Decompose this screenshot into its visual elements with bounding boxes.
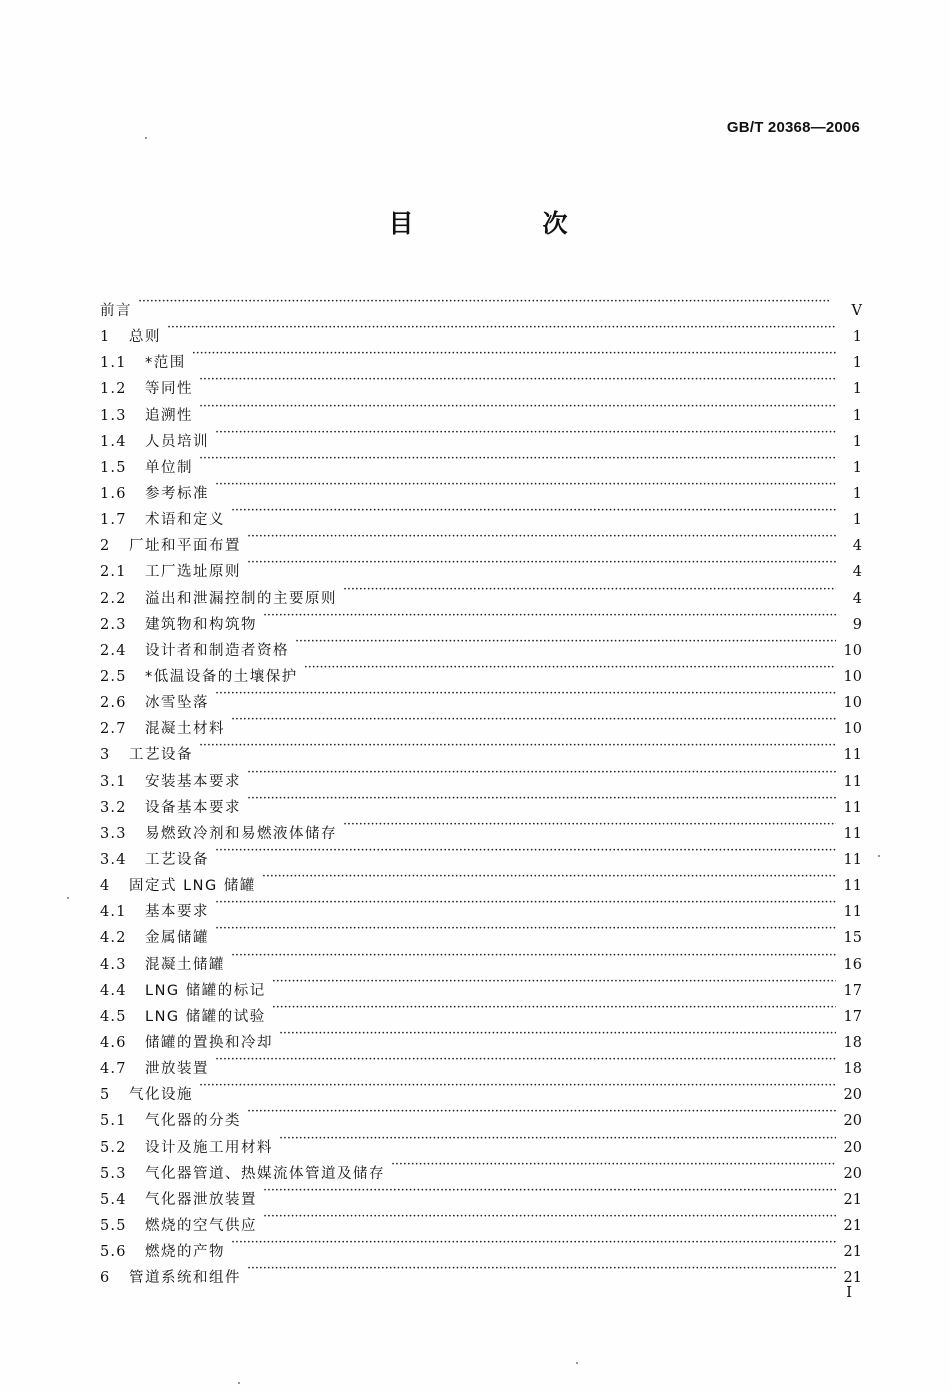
toc-leader-dots [263, 1204, 836, 1230]
toc-entry-number: 4.5 [100, 1008, 127, 1025]
toc-entry-page: 11 [843, 851, 862, 868]
toc-entry-page: 11 [843, 773, 862, 790]
toc-entry-number: 4.6 [100, 1034, 127, 1051]
toc-entry-number: 2 [100, 538, 111, 555]
toc-entry-label: 设计者和制造者资格 [145, 642, 289, 659]
toc-entry-number: 1.6 [100, 485, 127, 502]
toc-entry-label: 前言 [100, 303, 132, 319]
toc-leader-dots [231, 1230, 836, 1256]
toc-entry-number: 6 [100, 1270, 111, 1287]
toc-leader-dots [247, 1256, 836, 1282]
toc-entry[interactable] [100, 916, 862, 947]
toc-entry-page: 11 [843, 747, 862, 764]
toc-entry-page: 4 [852, 538, 862, 555]
toc-entry-page: 21 [843, 1217, 862, 1234]
toc-leader-dots [199, 394, 836, 420]
toc-leader-dots [247, 786, 836, 812]
toc-entry-page: 4 [852, 564, 862, 581]
toc-entry-number: 4.3 [100, 956, 127, 973]
toc-entry-page: 10 [843, 695, 862, 712]
toc-leader-dots [215, 472, 836, 498]
page-number: I [846, 1283, 852, 1301]
toc-leader-dots [199, 446, 836, 472]
toc-entry-page: 21 [843, 1191, 862, 1208]
toc-entry-number: 2.5 [100, 668, 127, 685]
toc-leader-dots [247, 550, 836, 576]
toc-entry-label: LNG 储罐的试验 [145, 1008, 266, 1025]
toc-entry-number: 2.4 [100, 642, 127, 659]
toc-entry-label: 工艺设备 [145, 851, 209, 868]
standard-code: GB/T 20368—2006 [726, 119, 860, 136]
toc-entry-label: 金属储罐 [145, 930, 209, 947]
toc-entry-label: 气化器的分类 [145, 1113, 241, 1130]
toc-entry-number: 1.2 [100, 381, 127, 398]
scan-speck [145, 137, 147, 139]
toc-entry-number: 4.2 [100, 930, 127, 947]
toc-leader-dots [247, 524, 836, 550]
table-of-contents [100, 289, 862, 1287]
toc-leader-dots [231, 943, 836, 969]
toc-leader-dots [247, 1099, 836, 1125]
toc-leader-dots [343, 577, 836, 603]
toc-leader-dots [215, 420, 836, 446]
toc-entry-label: 总则 [129, 329, 161, 346]
toc-entry-number: 3 [100, 747, 111, 764]
toc-entry-number: 3.3 [100, 825, 127, 842]
toc-entry-page: 15 [843, 930, 862, 947]
toc-entry-number: 2.1 [100, 564, 127, 581]
toc-entry-page: 20 [843, 1165, 862, 1182]
toc-entry[interactable] [100, 681, 862, 712]
scan-speck [238, 1382, 240, 1384]
toc-entry-number: 2.6 [100, 695, 127, 712]
toc-entry-label: 追溯性 [145, 407, 193, 424]
toc-entry-label: 单位制 [145, 459, 193, 476]
toc-leader-dots [215, 916, 836, 942]
toc-leader-dots [263, 603, 836, 629]
toc-entry-number: 5.6 [100, 1244, 127, 1261]
toc-entry-page: 21 [843, 1270, 862, 1287]
toc-entry-label: 人员培训 [145, 433, 209, 450]
toc-leader-dots [272, 995, 836, 1021]
toc-leader-dots [167, 315, 836, 341]
toc-entry-number: 2.2 [100, 590, 127, 607]
toc-entry-label: 易燃致冷剂和易燃液体储存 [145, 825, 337, 842]
toc-entry-label: 基本要求 [145, 904, 209, 921]
toc-entry-number: 5 [100, 1087, 111, 1104]
toc-entry-page: 1 [852, 407, 862, 424]
toc-entry-label: 等同性 [145, 381, 193, 398]
toc-entry-page: 18 [843, 1061, 862, 1078]
toc-entry[interactable] [100, 838, 862, 868]
toc-leader-dots [199, 733, 836, 759]
toc-entry-label: 燃烧的空气供应 [145, 1217, 257, 1234]
toc-entry[interactable] [100, 367, 862, 398]
toc-entry-page: 20 [843, 1087, 862, 1104]
toc-entry[interactable] [100, 394, 862, 424]
toc-leader-dots [138, 289, 836, 315]
toc-entry[interactable] [100, 420, 862, 450]
toc-entry-number: 1.1 [100, 355, 127, 372]
toc-entry-label: *范围 [145, 355, 186, 372]
toc-entry[interactable] [100, 315, 862, 346]
toc-entry-label: 管道系统和组件 [129, 1270, 241, 1287]
toc-entry-page: 17 [843, 1008, 862, 1025]
toc-leader-dots [247, 760, 836, 786]
toc-leader-dots [192, 341, 836, 367]
scan-speck [67, 897, 69, 899]
toc-entry-label: 固定式 LNG 储罐 [129, 878, 256, 895]
toc-entry-page: 10 [843, 642, 862, 659]
toc-entry-page: 16 [843, 956, 862, 973]
toc-entry-page: 10 [843, 721, 862, 738]
toc-entry-number: 2.7 [100, 721, 127, 738]
toc-entry-number: 3.2 [100, 799, 127, 816]
toc-entry-page: 1 [852, 329, 862, 346]
toc-entry-number: 1.3 [100, 407, 127, 424]
toc-entry[interactable] [100, 472, 862, 502]
toc-leader-dots [279, 1021, 836, 1047]
toc-leader-dots [343, 812, 836, 838]
toc-entry-label: LNG 储罐的标记 [145, 982, 266, 999]
toc-leader-dots [199, 367, 836, 393]
scan-speck [576, 1362, 578, 1364]
toc-leader-dots [304, 655, 836, 681]
toc-entry-page: 10 [843, 668, 862, 685]
toc-entry-page: 1 [852, 485, 862, 502]
toc-entry-page: 17 [843, 982, 862, 999]
toc-leader-dots [215, 1047, 836, 1073]
toc-entry-number: 4 [100, 878, 111, 895]
toc-entry-number: 4.4 [100, 982, 127, 999]
toc-entry-number: 5.1 [100, 1113, 127, 1130]
toc-entry-page: 11 [843, 799, 862, 816]
page-title: 目 次 [388, 209, 620, 238]
toc-entry-page: 11 [843, 904, 862, 921]
toc-entry-label: 工厂选址原则 [145, 564, 241, 581]
toc-entry-page: 18 [843, 1034, 862, 1051]
toc-entry-label: 冰雪坠落 [145, 695, 209, 712]
toc-entry-page: 1 [852, 459, 862, 476]
toc-entry-page: 9 [852, 616, 862, 633]
toc-entry-number: 1.5 [100, 459, 127, 476]
toc-entry-page: 11 [843, 825, 862, 842]
toc-entry-number: 3.1 [100, 773, 127, 790]
toc-entry-number: 1.4 [100, 433, 127, 450]
toc-entry-number: 5.2 [100, 1139, 127, 1156]
toc-entry-label: 溢出和泄漏控制的主要原则 [145, 590, 337, 607]
toc-entry-number: 5.5 [100, 1217, 127, 1234]
toc-entry-number: 5.4 [100, 1191, 127, 1208]
toc-entry-label: 术语和定义 [145, 512, 225, 529]
toc-entry-page: 1 [852, 355, 862, 372]
toc-entry-label: 储罐的置换和冷却 [145, 1034, 273, 1051]
toc-entry-page: 1 [852, 512, 862, 529]
toc-entry-page: 1 [852, 433, 862, 450]
toc-entry-label: 设备基本要求 [145, 799, 241, 816]
toc-entry-page: 20 [843, 1113, 862, 1130]
toc-entry-label: 气化器泄放装置 [145, 1191, 257, 1208]
toc-entry-page: 20 [843, 1139, 862, 1156]
toc-entry-number: 3.4 [100, 851, 127, 868]
toc-leader-dots [391, 1152, 836, 1178]
toc-leader-dots [295, 629, 836, 655]
toc-leader-dots [231, 707, 836, 733]
toc-leader-dots [231, 498, 836, 524]
toc-leader-dots [215, 890, 836, 916]
toc-leader-dots [272, 969, 836, 995]
toc-entry[interactable] [100, 733, 862, 764]
toc-entry-number: 4.7 [100, 1061, 127, 1078]
toc-entry-page: 1 [852, 381, 862, 398]
toc-entry-label: 建筑物和构筑物 [145, 616, 257, 633]
toc-entry-label: 混凝土储罐 [145, 956, 225, 973]
toc-entry[interactable] [100, 760, 862, 790]
toc-entry-label: 厂址和平面布置 [129, 538, 241, 555]
toc-leader-dots [262, 864, 836, 890]
toc-entry[interactable] [100, 289, 862, 319]
toc-entry-label: *低温设备的土壤保护 [145, 668, 298, 685]
toc-entry-number: 5.3 [100, 1165, 127, 1182]
toc-leader-dots [199, 1073, 836, 1099]
toc-entry-label: 参考标准 [145, 485, 209, 502]
toc-entry-number: 1 [100, 329, 111, 346]
toc-leader-dots [215, 838, 836, 864]
toc-entry-label: 混凝土材料 [145, 721, 225, 738]
toc-entry[interactable] [100, 1099, 862, 1130]
toc-entry-number: 4.1 [100, 904, 127, 921]
toc-leader-dots [279, 1126, 836, 1152]
toc-entry-label: 气化器管道、热媒流体管道及储存 [145, 1165, 385, 1182]
toc-entry[interactable] [100, 446, 862, 476]
toc-entry-number: 1.7 [100, 512, 127, 529]
toc-entry-page: V [851, 303, 862, 319]
toc-leader-dots [263, 1178, 836, 1204]
toc-entry[interactable] [100, 1047, 862, 1078]
toc-entry-label: 工艺设备 [129, 747, 193, 764]
toc-entry-label: 安装基本要求 [145, 773, 241, 790]
toc-leader-dots [215, 681, 836, 707]
toc-entry-page: 21 [843, 1244, 862, 1261]
toc-entry[interactable] [100, 890, 862, 921]
toc-entry-label: 泄放装置 [145, 1061, 209, 1078]
toc-entry-label: 设计及施工用材料 [145, 1139, 273, 1156]
toc-entry[interactable] [100, 1073, 862, 1104]
toc-entry-label: 气化设施 [129, 1087, 193, 1104]
toc-entry-number: 2.3 [100, 616, 127, 633]
toc-entry-page: 11 [843, 878, 862, 895]
toc-entry-label: 燃烧的产物 [145, 1244, 225, 1261]
toc-entry[interactable] [100, 341, 862, 372]
scan-speck [878, 855, 880, 857]
toc-entry-page: 4 [852, 590, 862, 607]
